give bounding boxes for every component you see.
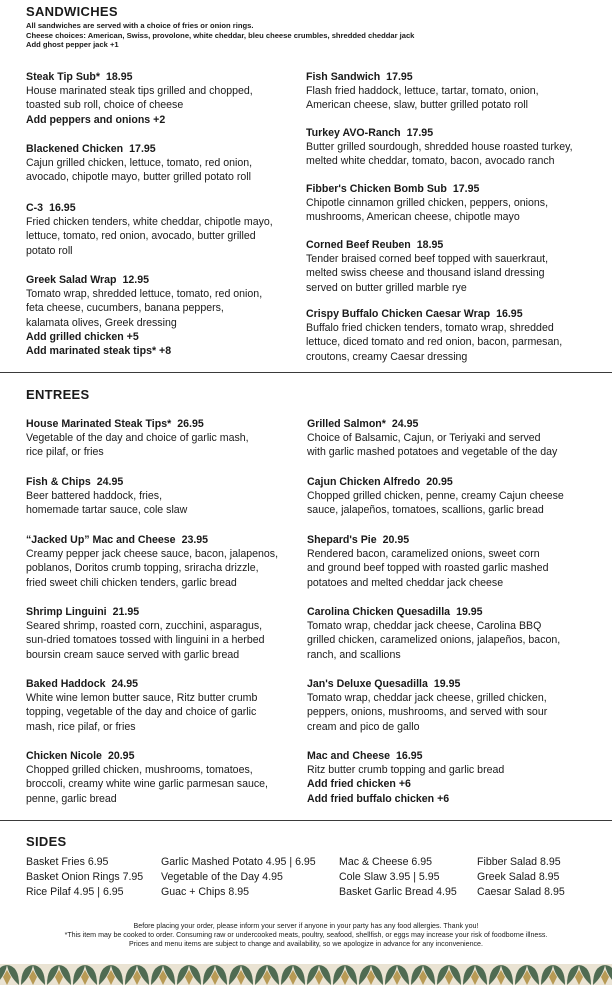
item-description-line: ranch, and scallions [307,648,401,661]
item-description-line: rice pilaf, or fries [26,446,104,459]
item-name: Chicken Nicole [26,750,102,762]
menu-item [307,475,564,518]
item-description-line: Buffalo fried chicken tenders, tomato wrap, shredded [306,322,554,335]
sides-column [339,855,457,900]
item-description-line: and ground beef topped with roasted garlic mashed [307,562,549,575]
menu-item [306,307,562,364]
item-description-line: kalamata olives, Greek dressing [26,316,177,329]
item-price: 18.95 [416,239,444,251]
side-item: Basket Onion Rings 7.95 [26,871,144,883]
sides-column [477,855,565,900]
item-price: 17.95 [129,143,156,155]
sides-title: SIDES [26,834,67,849]
item-description-line: potatoes and melted cheddar jack cheese [307,576,504,589]
item-name: Jan's Deluxe Quesadilla [307,678,428,690]
item-description-line: potato roll [26,244,73,257]
item-description-line: poblanos, Doritos crumb topping, sriracha drizzle, [26,562,259,575]
menu-item [26,201,273,258]
sandwich-note: Add ghost pepper jack +1 [26,40,119,49]
item-price: 17.95 [386,71,413,83]
side-item: Guac + Chips 8.95 [161,886,250,898]
item-description-line: avocado, chipotle mayo, butter grilled potato roll [26,171,251,184]
item-name: Baked Haddock [26,678,106,690]
menu-item [306,126,573,169]
item-price: 17.95 [406,127,434,139]
side-item: Mac & Cheese 6.95 [339,856,433,868]
menu-item [26,70,253,127]
side-item: Basket Garlic Bread 4.95 [339,886,457,898]
footer-allergy-note: Before placing your order, please inform your server if anyone in your party has any food allergies. Thank you! [133,922,479,930]
item-name: Grilled Salmon* [307,418,386,430]
item-description-line: melted white cheddar, tomato, bacon, avocado ranch [306,155,555,168]
item-price: 23.95 [181,534,209,546]
item-description-line: croutons, creamy Caesar dressing [306,350,468,363]
item-description-line: mushrooms, American cheese, chipotle mayo [306,211,520,224]
item-price: 20.95 [382,534,410,546]
menu-item [306,238,548,295]
menu-item [26,749,268,806]
item-price: 18.95 [105,71,133,83]
item-description-line: Butter grilled sourdough, shredded house roasted turkey, [306,141,573,154]
item-name: Carolina Chicken Quesadilla [307,606,451,618]
menu-item [306,182,548,225]
item-name: Cajun Chicken Alfredo [307,476,421,488]
item-description-line: mash, rice pilaf, or fries [26,720,136,733]
item-description-line: homemade tartar sauce, cole slaw [26,504,188,517]
item-description-line: Chopped grilled chicken, mushrooms, tomatoes, [26,764,253,777]
item-description-line: Seared shrimp, roasted corn, zucchini, asparagus, [26,620,263,633]
item-name: “Jacked Up” Mac and Cheese [26,534,176,546]
section-divider [0,820,612,821]
item-description-line: broccoli, creamy white wine garlic parmesan sauce, [26,778,268,791]
side-item: Greek Salad 8.95 [477,871,560,883]
item-description-line: Cajun grilled chicken, lettuce, tomato, red onion, [26,157,253,170]
item-description-line: fried sweet chili chicken tenders, garlic bread [26,576,237,589]
menu-item [26,677,257,734]
menu-item [26,417,249,460]
sides-column [161,855,316,900]
item-price: 21.95 [112,606,140,618]
item-description-line: Tomato wrap, cheddar jack cheese, Carolina BBQ [307,620,542,633]
item-name: Steak Tip Sub* [26,71,100,83]
item-price: 17.95 [452,183,480,195]
item-name: Fibber's Chicken Bomb Sub [306,183,447,195]
item-description-line: White wine lemon butter sauce, Ritz butter crumb [26,692,258,705]
item-addon: Add marinated steak tips* +8 [26,345,172,358]
item-description-line: with garlic mashed potatoes and vegetable of the day [307,446,558,459]
item-price: 26.95 [177,418,204,430]
item-price: 16.95 [396,750,423,762]
item-price: 24.95 [391,418,419,430]
menu-item [26,533,278,590]
item-name: Mac and Cheese [307,750,391,762]
entrees-title: ENTREES [26,387,90,402]
decorative-pattern-band [0,964,612,985]
item-price: 20.95 [107,750,135,762]
item-price: 19.95 [433,678,461,690]
item-price: 12.95 [122,274,149,286]
sandwich-note: All sandwiches are served with a choice of fries or onion rings. [26,21,254,30]
item-addon: Add peppers and onions +2 [26,113,166,126]
footer-raw-warning: *This item may be cooked to order. Consuming raw or undercooked meats, poultry, seafood, shellfish, or eggs may increase your risk of foodborne illness. [64,931,548,939]
item-description-line: grilled chicken, caramelized onions, jalapeños, bacon, [307,634,561,647]
leaf-pattern-graphic [0,964,612,985]
item-description-line: penne, garlic bread [26,792,117,805]
item-name: Corned Beef Reuben [306,239,411,251]
sandwiches-title: SANDWICHES [26,4,118,19]
item-description-line: Tomato wrap, cheddar jack cheese, grilled chicken, [307,692,547,705]
menu-item [307,677,547,734]
sandwiches-notes [26,21,414,50]
item-description-line: Fried chicken tenders, white cheddar, chipotle mayo, [26,216,273,229]
item-description-line: Chipotle cinnamon grilled chicken, peppers, onions, [306,197,549,210]
item-description-line: Chopped grilled chicken, penne, creamy Cajun cheese [307,490,564,503]
item-name: House Marinated Steak Tips* [26,418,172,430]
section-divider [0,372,612,373]
menu-item [26,605,265,662]
side-item: Basket Fries 6.95 [26,856,109,868]
menu-item [26,273,262,358]
item-description-line: served on butter grilled marble rye [306,281,467,294]
menu-item [307,749,504,806]
menu-item [306,70,539,113]
item-description-line: peppers, onions, mushrooms, and served with sour [307,706,548,719]
item-description-line: Flash fried haddock, lettuce, tartar, tomato, onion, [306,85,539,98]
item-description-line: Tender braised corned beef topped with sauerkraut, [306,253,549,266]
menu-item [26,142,252,185]
item-description-line: feta cheese, cucumbers, banana peppers, [26,302,224,315]
item-description-line: Vegetable of the day and choice of garlic mash, [26,432,249,445]
item-description-line: sun-dried tomatoes tossed with linguini in a herbed [26,634,265,647]
footer-prices-note: Prices and menu items are subject to change and availability, so we apologize in advance for any inconvenience. [129,940,483,948]
item-name: Shrimp Linguini [26,606,107,618]
item-description-line: Tomato wrap, shredded lettuce, tomato, red onion, [26,288,263,301]
item-addon: Add fried buffalo chicken +6 [307,792,450,805]
item-description-line: House marinated steak tips grilled and chopped, [26,85,253,98]
side-item: Fibber Salad 8.95 [477,856,561,868]
sides-column [26,855,143,900]
item-name: C-3 [26,202,44,214]
side-item: Caesar Salad 8.95 [477,886,565,898]
item-description-line: topping, vegetable of the day and choice of garlic [26,706,257,719]
item-price: 16.95 [49,202,76,214]
side-item: Garlic Mashed Potato 4.95 | 6.95 [161,856,316,868]
side-item: Rice Pilaf 4.95 | 6.95 [26,886,124,898]
item-description-line: toasted sub roll, choice of cheese [26,99,184,112]
item-description-line: Creamy pepper jack cheese sauce, bacon, jalapenos, [26,548,279,561]
item-price: 20.95 [426,476,453,488]
item-description-line: cream and pico de gallo [307,720,420,733]
item-name: Turkey AVO-Ranch [306,127,401,139]
menu-item [307,605,560,662]
item-description-line: American cheese, slaw, butter grilled potato roll [306,99,528,112]
menu-item [307,533,548,590]
item-name: Crispy Buffalo Chicken Caesar Wrap [306,308,491,320]
item-name: Fish & Chips [26,476,91,488]
item-name: Shepard's Pie [307,534,377,546]
item-name: Blackened Chicken [26,143,124,155]
menu-item [26,475,187,518]
item-price: 16.95 [496,308,523,320]
item-name: Fish Sandwich [306,71,381,83]
item-description-line: boursin cream sauce served with garlic bread [26,648,240,661]
item-description-line: lettuce, diced tomato and red onion, bacon, parmesan, [306,336,563,349]
item-price: 24.95 [111,678,138,690]
item-addon: Add fried chicken +6 [307,778,411,791]
item-description-line: sauce, jalapeños, tomatoes, scallions, garlic bread [307,504,544,517]
side-item: Vegetable of the Day 4.95 [161,871,283,883]
item-description-line: melted swiss cheese and thousand island dressing [306,267,545,280]
sandwich-note: Cheese choices: American, Swiss, provolone, white cheddar, bleu cheese crumbles, shredded cheddar jack [26,30,415,40]
item-addon: Add grilled chicken +5 [26,330,139,343]
item-name: Greek Salad Wrap [26,274,117,286]
item-description-line: Ritz butter crumb topping and garlic bread [307,764,505,777]
item-price: 24.95 [96,476,124,488]
menu-item [307,417,557,460]
item-description-line: Beer battered haddock, fries, [26,490,163,503]
item-description-line: Rendered bacon, caramelized onions, sweet corn [307,548,540,561]
item-price: 19.95 [456,606,483,618]
side-item: Cole Slaw 3.95 | 5.95 [339,871,440,883]
item-description-line: Choice of Balsamic, Cajun, or Teriyaki and served [307,432,541,445]
item-description-line: lettuce, tomato, red onion, avocado, butter grilled [26,230,256,243]
